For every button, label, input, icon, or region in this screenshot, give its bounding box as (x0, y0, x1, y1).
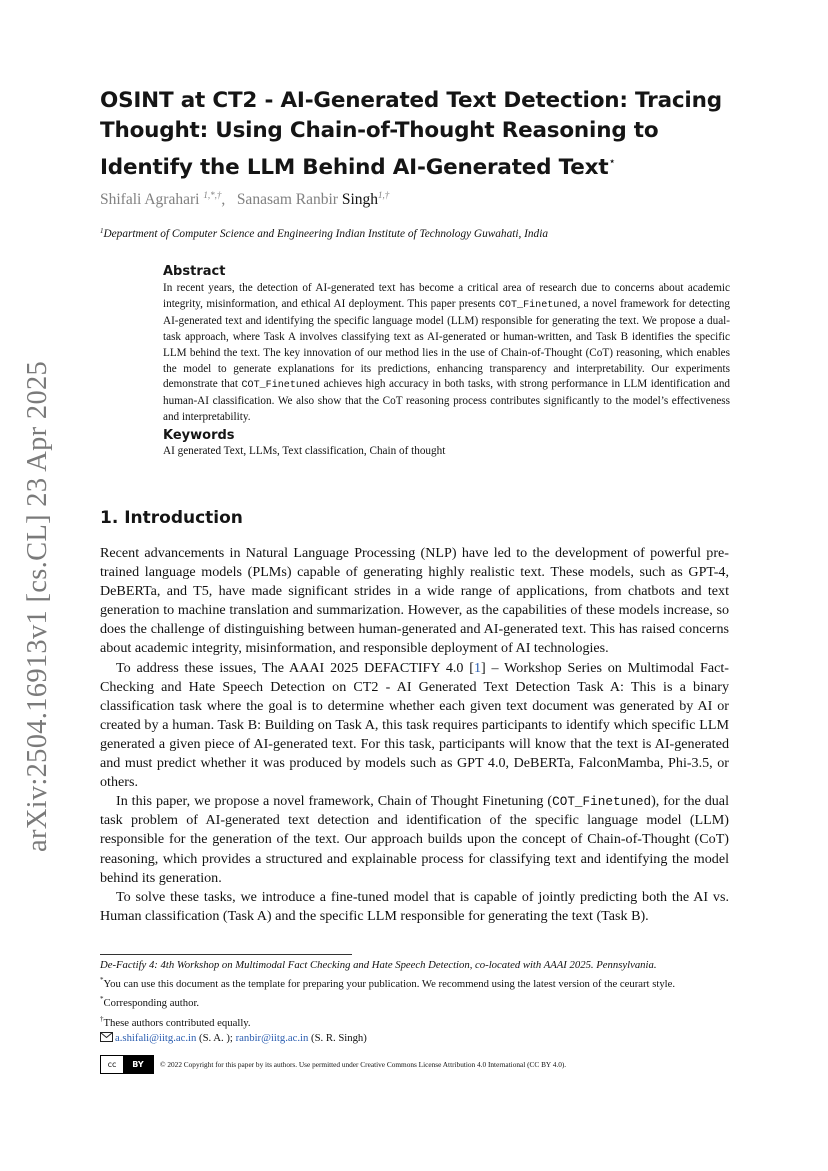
footnote-text: These authors contributed equally. (103, 1016, 251, 1029)
author-name: Sanasam Ranbir (236, 191, 338, 208)
abstract-span: In recent years, the detection of AI-generated text has become a critical area of research due to concerns about academic integrity, misinformation, and ethical AI deployment. This paper presents (163, 282, 730, 310)
footnote-text: You can use this document as the template for preparing your publication. We recommend using the latest version of the ceurart style. (103, 978, 676, 991)
text-span: ] – Workshop Series on Multimodal Fact-Checking and Hate Speech Detection on CT2 - AI Generated Text Detection Task A: This is a binary classification task where the goal is to determine whether each given text document was generated by AI or created by a human. Task B: Building on Task A, this task requires participants to identify which specific LLM generated a given piece of AI-generated text. For this task, participants will know that the text is AI-generated and must predict whether it was produced by models such as GPT 4.0, DeBERTa, FalconMamba, Phi-3.5, or others. (100, 659, 729, 791)
cc-by-icon (100, 1055, 154, 1074)
paragraph: Recent advancements in Natural Language Processing (NLP) have led to the development of powerful pre-trained language models (PLMs) capable of generating highly realistic text. These models, such as GPT-4, DeBERTa, and T5, have made significant strides in a wide range of applications, from chatbots and text generation to machine translation and summarization. However, as the capabilities of these models increase, so does the challenge of distinguishing between human-generated and AI-generated text. This has raised concerns about academic integrity, misinformation, and responsible deployment of AI technologies. (100, 545, 729, 657)
cc-logo: cc (101, 1056, 123, 1073)
abstract-span: , a novel framework for detecting AI-generated text and identifying the specific language model (LLM) responsible for generating the text. We propose a dual-task approach, where Task A involves classifying text as AI-generated or human-written, and Task B identifies the specific LLM behind the text. The key innovation of our method lies in the use of Chain-of-Thought (CoT) reasoning, which enables the model to generate explanations for its predictions, enhancing transparency and interpretability. Our experiments demonstrate that (163, 297, 730, 391)
email-link[interactable]: a.shifali@iitg.ac.in (115, 1031, 197, 1044)
author-affil-sup: 1,*,† (203, 190, 222, 200)
citation-link[interactable]: 1 (473, 659, 481, 676)
footnote-mark: * (100, 976, 104, 985)
affiliation-text: Department of Computer Science and Engineering Indian Institute of Technology Guwahati, India (103, 228, 548, 240)
abstract-text (163, 281, 730, 426)
envelope-icon (100, 1032, 113, 1042)
title-text: OSINT at CT2 - AI-Generated Text Detection: Tracing Thought: Using Chain-of-Thought Reasoning to Identify the LLM Behind AI-Generated Text (100, 88, 722, 180)
footnote-text: Corresponding author. (103, 997, 200, 1010)
abstract-span: achieves high accuracy in both tasks, with strong performance in LLM identification and human-AI classification. We also show that the CoT reasoning process contributes significantly to the model’s effectiveness and interpretability. (163, 378, 731, 424)
author-list: Shifali Agrahari $^{1,*,\dagger}$, Sanasam Ranbir Singh$^{1,\dagger}$ (100, 190, 390, 208)
email-owner: (S. A. ); (196, 1031, 236, 1044)
title-footnote-mark: ⋆ (608, 154, 616, 168)
email-line (100, 1031, 729, 1046)
text-span: ), for the dual task problem of AI-generated text detection and identification of the specific language model (LLM) responsible for the generation of the text. Our approach builds upon the concept of Chain-of-Thought (CoT) reasoning, which provides a structured and explainable process for classifying text and identifying the model behind its generation. (100, 793, 729, 886)
footnote-rule (100, 954, 352, 955)
author-name: Singh (341, 191, 379, 208)
footnote (100, 992, 729, 1011)
text-span: In this paper, we propose a novel framework, Chain of Thought Finetuning ( (116, 793, 553, 810)
license-line (100, 1055, 566, 1074)
footnotes (100, 958, 729, 1046)
affiliation-sup: 1 (100, 227, 104, 235)
paragraph (100, 659, 729, 793)
section-heading: 1. Introduction (100, 508, 243, 528)
email-owner: (S. R. Singh) (308, 1031, 367, 1044)
author-name: Shifali Agrahari (100, 191, 200, 208)
method-name: COT_Finetuned (552, 794, 652, 810)
paper-title (100, 86, 740, 183)
arxiv-identifier: arXiv:2504.16913v1 [cs.CL] 23 Apr 2025 (22, 360, 53, 852)
copyright-text: © 2022 Copyright for this paper by its authors. Use permitted under Creative Commons License Attribution 4.0 International (CC BY 4.0). (160, 1060, 567, 1069)
email-link[interactable]: ranbir@iitg.ac.in (235, 1031, 309, 1044)
paragraph: To solve these tasks, we introduce a fine-tuned model that is capable of jointly predicting both the AI vs. Human classification (Task A) and the specific LLM responsible for generating the text (Task B). (100, 888, 729, 924)
by-label: BY (123, 1056, 153, 1073)
method-name: COT_Finetuned (241, 380, 321, 392)
affiliation (100, 227, 548, 240)
author-affil-sup: 1,† (378, 190, 390, 200)
footnote (100, 1012, 729, 1031)
abstract-heading: Abstract (163, 264, 226, 279)
method-name: COT_Finetuned (498, 299, 578, 311)
keywords-heading: Keywords (163, 428, 235, 443)
text-span: To address these issues, The AAAI 2025 DEFACTIFY 4.0 [ (116, 659, 474, 676)
footnote (100, 973, 729, 992)
footnote-mark: * (100, 995, 104, 1004)
venue-note: De-Factify 4: 4th Workshop on Multimodal Fact Checking and Hate Speech Detection, co-located with AAAI 2025. Pennsylvania. (100, 959, 657, 971)
body-text (100, 544, 729, 926)
footnote-mark: † (100, 1014, 104, 1023)
paragraph (100, 792, 729, 887)
keywords-text: AI generated Text, LLMs, Text classification, Chain of thought (163, 445, 446, 457)
